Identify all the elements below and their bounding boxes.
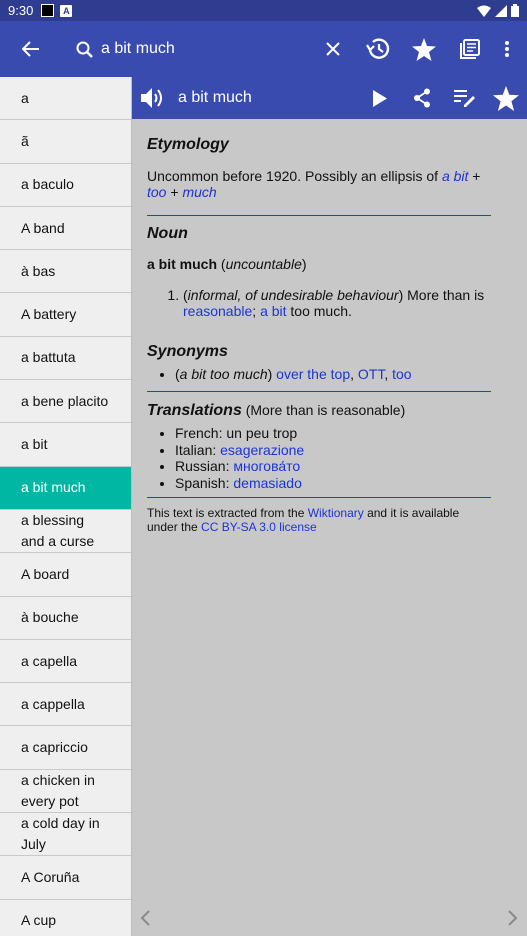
link-too[interactable]: too [147,184,167,200]
list-item[interactable] [0,683,131,726]
synonyms-list [147,366,491,383]
link-a-bit[interactable]: a bit [441,167,469,184]
app-notification-icon: A [60,5,72,17]
list-item[interactable] [0,597,131,640]
list-item-label: a battuta [21,349,76,366]
definition-item: 1. (informal, of undesirable behaviour) More than is reasonable; a bit too much. [183,287,491,320]
list-item[interactable] [0,250,131,293]
list-item-label: A battery [21,306,77,323]
list-item-label: a capriccio [21,739,88,756]
list-item-selected[interactable] [0,467,131,510]
translations-header [147,402,491,420]
license-footer: This text is extracted from the Wiktionary and it is available under the CC BY-SA 3.0 license [147,506,460,534]
list-item-label: a baculo [21,176,74,193]
noun-heading: Noun [147,224,188,242]
list-item[interactable] [0,423,131,466]
previous-entry-button[interactable] [140,910,150,931]
list-item[interactable] [0,120,131,163]
search-bar [62,21,355,77]
list-item[interactable] [0,900,131,936]
headword-line: a bit much (uncountable) [147,256,307,272]
speaker-icon [140,86,166,110]
play-button[interactable] [359,77,401,119]
list-item-label: à bouche [21,609,79,626]
search-input[interactable] [101,40,311,58]
list-item-label: a blessing and a curse [21,512,95,550]
edit-note-icon [453,89,475,107]
list-item-label: a bene placito [21,392,109,409]
list-item[interactable] [0,77,131,120]
list-item[interactable] [0,726,131,769]
section-divider [147,391,491,392]
overflow-menu-button[interactable] [493,21,521,77]
history-icon [365,37,391,61]
dictionaries-button[interactable] [447,21,493,77]
clear-search-button[interactable] [311,21,355,77]
top-toolbar [0,21,527,77]
list-item[interactable] [0,207,131,250]
list-item[interactable] [0,640,131,683]
star-icon [493,86,519,111]
notification-icon [41,4,54,17]
favorites-button[interactable] [401,21,447,77]
library-icon [460,39,480,59]
link-license[interactable]: CC BY-SA 3.0 license [201,520,317,534]
star-icon [412,38,436,61]
list-item[interactable] [0,337,131,380]
list-item-label: A cup [21,912,57,929]
entry-title: a bit much [178,89,252,106]
section-divider [147,497,491,498]
translations-gloss: (More than is reasonable) [245,401,406,418]
link-too-syn[interactable]: too [392,366,412,382]
list-item[interactable] [0,813,131,856]
section-divider [147,215,491,216]
list-item[interactable] [0,770,131,813]
synonym-item: • (a bit too much) over the top, OTT, too [175,366,491,383]
translation-item: • French: un peu trop [175,425,491,442]
list-item-label: a [21,89,29,106]
signal-icon [495,5,507,17]
translation-item: • Italian: esagerazione [175,442,491,459]
definitions-list [147,287,491,320]
list-item[interactable] [0,380,131,423]
search-icon [76,41,93,58]
translation-item: • Spanish: demasiado [175,475,491,492]
link-translation[interactable]: esagerazione [220,441,305,458]
list-item-label: a bit much [21,479,86,496]
play-icon [373,90,387,107]
chevron-right-icon [508,910,518,926]
link-much[interactable]: much [182,184,217,200]
entry-content [132,119,527,936]
translations-list [147,425,491,491]
link-a-bit-def[interactable]: a bit [260,303,287,319]
list-item[interactable] [0,293,131,336]
favorite-entry-button[interactable] [485,77,527,119]
back-button[interactable] [0,21,62,77]
link-translation[interactable]: demasiado [233,474,302,491]
list-item-label: a capella [21,652,78,669]
link-over-the-top[interactable]: over the top [276,366,351,382]
list-item-label: a bit [21,436,48,453]
list-item-label: A board [21,565,70,582]
list-item[interactable] [0,510,131,553]
more-vert-icon [505,41,509,57]
headword: a bit much [147,256,218,272]
share-icon [413,88,431,108]
list-item-label: ã [21,132,29,149]
list-item-label: A band [21,219,65,236]
battery-icon [511,4,519,17]
status-time: 9:30 [8,3,34,18]
list-item-label: A Coruña [21,868,80,885]
list-item[interactable] [0,856,131,899]
back-arrow-icon [22,41,40,57]
link-wiktionary[interactable]: Wiktionary [307,506,364,520]
wifi-icon [477,5,491,17]
link-translation[interactable]: многова́то [233,458,301,474]
list-item-label: a chicken in every pot [21,771,95,809]
pronounce-button[interactable] [132,77,174,119]
entry-header [132,77,527,119]
close-icon [326,42,340,56]
synonyms-heading: Synonyms [147,342,228,360]
etymology-heading: Etymology [147,136,229,153]
list-item-label: a cold day in July [21,815,100,853]
word-list [0,77,132,936]
translation-item: • Russian: многова́то [175,458,491,475]
etymology-text: Uncommon before 1920. Possibly an ellipsis of a bit + too + much [147,167,481,200]
edit-note-button[interactable] [443,77,485,119]
history-button[interactable] [355,21,401,77]
translations-heading: Translations [147,401,242,419]
list-item[interactable] [0,164,131,207]
next-entry-button[interactable] [508,910,518,931]
status-bar [0,0,527,21]
link-ott[interactable]: OTT [357,366,385,382]
list-item[interactable] [0,553,131,596]
chevron-left-icon [140,910,150,926]
list-item-label: à bas [21,262,56,279]
link-reasonable[interactable]: reasonable [183,303,253,319]
share-button[interactable] [401,77,443,119]
list-item-label: a cappella [21,695,85,712]
